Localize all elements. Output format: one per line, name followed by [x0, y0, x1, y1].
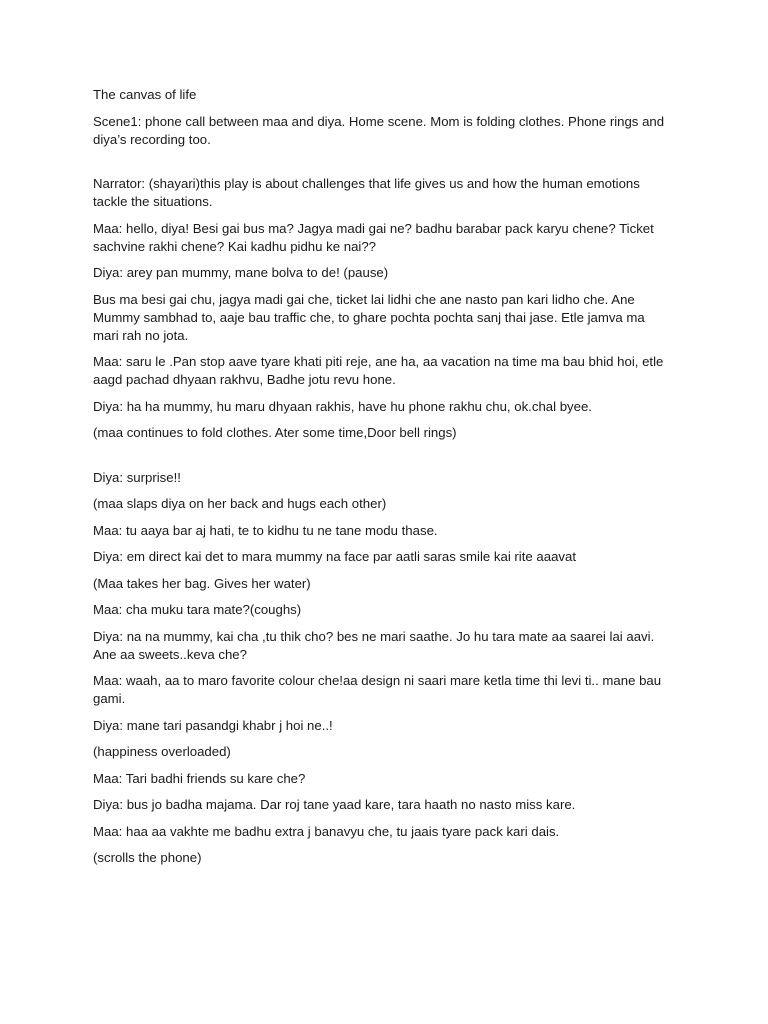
dialogue-paragraph: Diya: surprise!! [93, 469, 181, 485]
scene-description: Scene1: phone call between maa and diya. Home scene. Mom is folding clothes. Phone rings and diya’s recording too. [93, 113, 665, 147]
dialogue-paragraph: Maa: waah, aa to maro favorite colour che!aa design ni saari mare ketla time thi levi ti.. mane bau gami. [93, 673, 662, 706]
dialogue-paragraph: (maa slaps diya on her back and hugs each other) [93, 496, 387, 511]
blank-line [93, 451, 673, 469]
dialogue-paragraph: Diya: ha ha mummy, hu maru dhyaan rakhis, have hu phone rakhu chu, ok.chal byee. [93, 398, 592, 414]
dialogue-section-1 [93, 175, 673, 442]
dialogue-paragraph: Narrator: (shayari)this play is about challenges that life gives us and how the human emotions tackle the situations. [93, 176, 640, 209]
dialogue-paragraph: (happiness overloaded) [93, 744, 231, 759]
dialogue-paragraph: (maa continues to fold clothes. Ater some time,Door bell rings) [93, 425, 457, 440]
dialogue-section-2 [93, 469, 673, 868]
dialogue-paragraph: Diya: em direct kai det to mara mummy na face par aatli saras smile kai rite aaavat [93, 549, 576, 564]
document-body [93, 86, 673, 876]
dialogue-paragraph: (scrolls the phone) [93, 850, 202, 865]
dialogue-paragraph: Maa: Tari badhi friends su kare che? [93, 770, 306, 786]
dialogue-paragraph: Diya: bus jo badha majama. Dar roj tane yaad kare, tara haath no nasto miss kare. [93, 797, 576, 812]
dialogue-paragraph: Maa: haa aa vakhte me badhu extra j banavyu che, tu jaais tyare pack kari dais. [93, 823, 560, 839]
dialogue-paragraph: Maa: cha muku tara mate?(coughs) [93, 602, 302, 617]
dialogue-paragraph: Bus ma besi gai chu, jagya madi gai che, ticket lai lidhi che ane nasto pan kari lidho che. Ane Mummy sambhad to, aaje bau traffic che, to ghare pochta pochta sanj thai jase. Etle jamva ma mari rah no jota. [93, 291, 645, 343]
dialogue-paragraph: Diya: mane tari pasandgi khabr j hoi ne..! [93, 717, 333, 733]
document-title: The canvas of life [93, 87, 197, 102]
dialogue-paragraph: Diya: arey pan mummy, mane bolva to de! (pause) [93, 265, 389, 280]
dialogue-paragraph: (Maa takes her bag. Gives her water) [93, 575, 311, 591]
dialogue-paragraph: Maa: saru le .Pan stop aave tyare khati piti reje, ane ha, aa vacation na time ma bau bhid hoi, etle aagd pachad dhyaan rakhvu, Badhe jotu revu hone. [93, 354, 664, 387]
blank-line [93, 157, 673, 175]
dialogue-paragraph: Maa: hello, diya! Besi gai bus ma? Jagya madi gai ne? badhu barabar pack karyu chene? Ticket sachvine rakhi chene? Kai kadhu pidhu ke nai?? [93, 220, 654, 254]
dialogue-paragraph: Diya: na na mummy, kai cha ,tu thik cho? bes ne mari saathe. Jo hu tara mate aa saarei lai aavi. Ane aa sweets..keva che? [93, 628, 655, 662]
dialogue-paragraph: Maa: tu aaya bar aj hati, te to kidhu tu ne tane modu thase. [93, 522, 438, 538]
